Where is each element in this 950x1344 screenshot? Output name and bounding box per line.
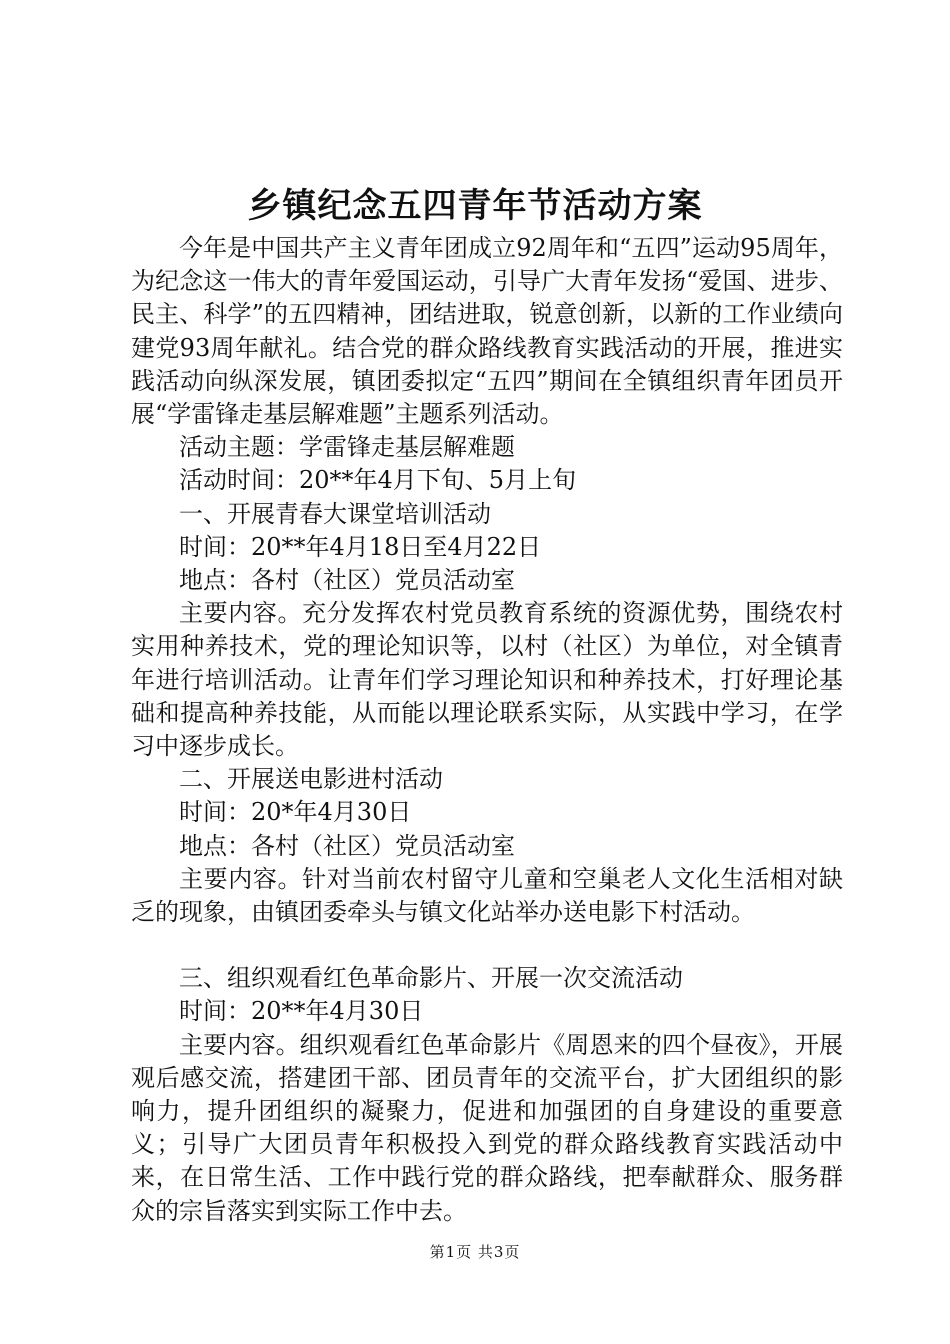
section-3-heading: 三、组织观看红色革命影片、开展一次交流活动 [179,964,683,993]
section-1-content: 主要内容。充分发挥农村党员教育系统的资源优势，围绕农村实用种养技术，党的理论知识等，以村（社区）为单位，对全镇青年进行培训活动。让青年们学习理论知识和种养技术，打好理论基础和提高种养技能，从而能以理论联系实际，从实践中学习，在学习中逐步成长。 [131,599,843,761]
activity-theme: 活动主题：学雷锋走基层解难题 [179,433,515,462]
page-footer: 第1页 共3页 [429,1243,521,1261]
intro-paragraph: 今年是中国共产主义青年团成立92周年和“五四”运动95周年，为纪念这一伟大的青年爱国运动，引导广大青年发扬“爱国、进步、民主、科学”的五四精神，团结进取，锐意创新，以新的工作业绩向建党93周年献礼。结合党的群众路线教育实践活动的开展，推进实践活动向纵深发展，镇团委拟定“五四”期间在全镇组织青年团员开展“学雷锋走基层解难题”主题系列活动。 [131,234,843,429]
section-2-time: 时间：20*年4月30日 [179,798,412,827]
section-3-content: 主要内容。组织观看红色革命影片《周恩来的四个昼夜》，开展观后感交流，搭建团干部、团员青年的交流平台，扩大团组织的影响力，提升团组织的凝聚力，促进和加强团的自身建设的重要意义；引导广大团员青年积极投入到党的群众路线教育实践活动中来，在日常生活、工作中践行党的群众路线，把奉献群众、服务群众的宗旨落实到实际工作中去。 [131,1030,843,1225]
document-title: 乡镇纪念五四青年节活动方案 [247,186,703,226]
section-3-time: 时间：20**年4月30日 [179,997,424,1026]
section-2-location: 地点：各村（社区）党员活动室 [179,831,515,860]
section-1-heading: 一、开展青春大课堂培训活动 [179,499,491,528]
activity-time: 活动时间：20**年4月下旬、5月上旬 [179,466,577,495]
document-body [131,232,843,1228]
section-2-heading: 二、开展送电影进村活动 [179,765,443,794]
section-1-time: 时间：20**年4月18日至4月22日 [179,532,542,561]
section-1-location: 地点：各村（社区）党员活动室 [179,566,515,595]
section-2-content: 主要内容。针对当前农村留守儿童和空巢老人文化生活相对缺乏的现象，由镇团委牵头与镇文化站举办送电影下村活动。 [131,864,843,927]
